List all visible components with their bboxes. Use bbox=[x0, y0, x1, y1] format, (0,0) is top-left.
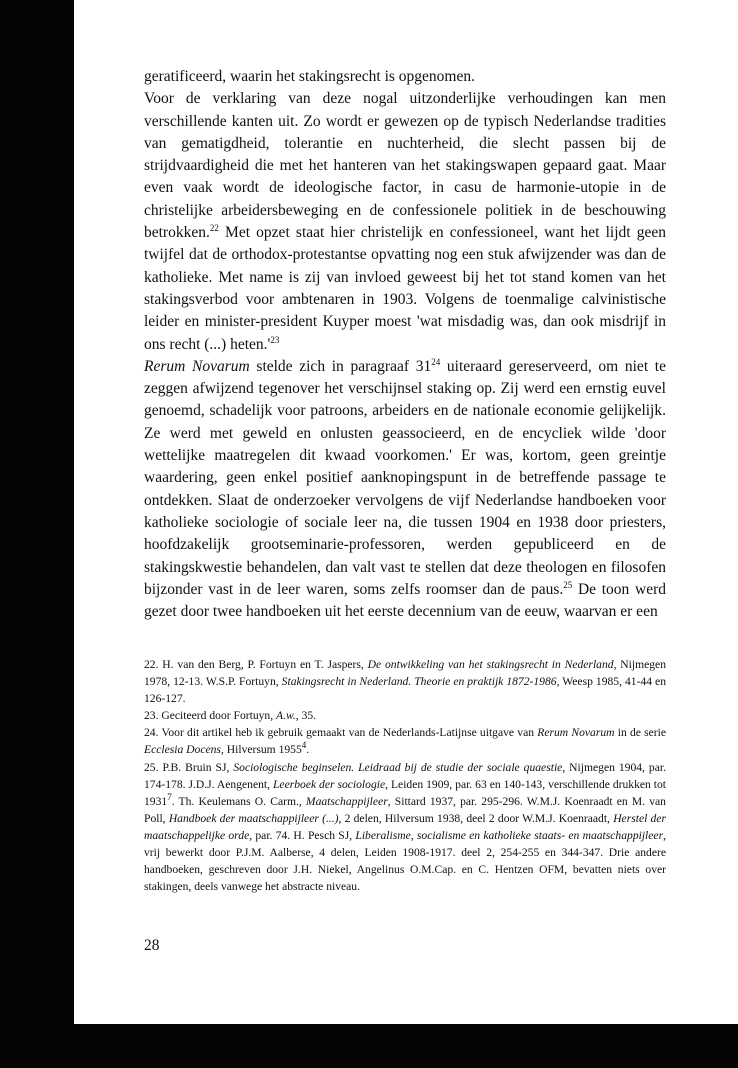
scan-border-left bbox=[0, 0, 74, 1068]
fn22-title-1: De ontwikkeling van het stakingsrecht in Nederland bbox=[367, 658, 614, 671]
paragraph-1-text: geratificeerd, waarin het stakingsrecht is opgenomen. bbox=[144, 68, 475, 85]
fn25-edition-sup: 7 bbox=[167, 791, 172, 802]
fn23-ref: A.w. bbox=[276, 709, 296, 723]
fn24-text-b: in de serie bbox=[614, 726, 667, 740]
fn25-text-f: , 2 delen, Hilversum 1938, deel 2 door W.M.J. Koenraadt, bbox=[338, 811, 614, 825]
paragraph-2-text-a: Voor de verklaring van deze nogal uitzonderlijke verhoudingen kan men verschillende kanten uit. Zo wordt er gewezen op de typisch Nederlandse tradities van gematigdheid, tolerantie en nuchterheid, die slecht passen bij de strijdvaardigheid die met het hanteren van het stakingswapen gepaard gaat. Maar even vaak wordt de ideologische factor, in casu de harmonie-utopie in de christelijke arbeidersbeweging en de confessionele politiek in de beschouwing betrokken. bbox=[144, 90, 666, 242]
footnote-25 bbox=[144, 759, 666, 896]
fn25-text-c: , Leiden 1909, par. 63 en 140-143, verschillende drukken tot 1931 bbox=[144, 777, 667, 808]
encyclical-title: Rerum Novarum bbox=[144, 357, 250, 375]
scan-border-bottom bbox=[0, 1024, 738, 1068]
fn22-title-2: Stakingsrecht in Nederland. Theorie en praktijk 1872-1986 bbox=[281, 675, 557, 689]
fn25-text-e: , Sittard 1937, par. 295-296. W.M.J. Koenraadt en M. van Poll, bbox=[144, 794, 666, 825]
fn25-text-h: , vrij bewerkt door P.J.M. Aalberse, 4 delen, Leiden 1908-1917. deel 2, 254-255 en 344-347. Drie andere handboeken, geschreven door J.H. Niekel, Angelinus O.M.Cap. en C. Hentzen OFM, bevatten niets over stakingen, deels vanwege het abstracte niveau. bbox=[144, 828, 666, 894]
footnote-ref-23: 23 bbox=[270, 334, 280, 345]
fn24-title-1: Rerum Novarum bbox=[537, 726, 615, 740]
page-number: 28 bbox=[144, 937, 160, 954]
fn22-text: 22. H. van den Berg, P. Fortuyn en T. Jaspers, bbox=[144, 658, 368, 671]
fn24-text-d: . bbox=[306, 743, 310, 757]
fn24-text-c: , Hilversum 1955 bbox=[220, 743, 302, 757]
main-text bbox=[144, 66, 666, 623]
fn24-title-2: Ecclesia Docens bbox=[144, 743, 221, 757]
fn25-text-d: . Th. Keulemans O. Carm., bbox=[171, 794, 306, 808]
fn24-text: 24. Voor dit artikel heb ik gebruik gemaakt van de Nederlands-Latijnse uitgave van bbox=[144, 726, 538, 740]
footnote-ref-22: 22 bbox=[209, 222, 219, 233]
fn22-text-c: , Weesp 1985, 41-44 en 126-127. bbox=[144, 675, 666, 706]
paragraph-2-text-b: Met opzet staat hier christelijk en confessioneel, want het lijdt geen twijfel dat de orthodox-protestantse opvatting nog een stuk afwijzender was dan de katholieke. Met name is zij van invloed geweest bij het tot stand komen van het stakingsverbod voor ambtenaren in 1903. Volgens de toenmalige calvinistische leider en minister-president Kuyper moest 'wat misdadig was, dan ook misdrijf in ons recht (...) heten.' bbox=[144, 224, 666, 353]
footnote-ref-24: 24 bbox=[431, 356, 441, 367]
fn23-text-b: , 35. bbox=[295, 709, 317, 723]
footnote-24 bbox=[144, 724, 666, 758]
fn25-text-g: , par. 74. H. Pesch SJ, bbox=[249, 828, 356, 842]
paragraph-2 bbox=[144, 88, 666, 356]
fn25-title-5: Herstel der maatschappelijke orde bbox=[144, 811, 666, 842]
paragraph-3-text-b: uiteraard gereserveerd, om niet te zeggen afwijzend tegenover het verschijnsel staking op. Zij werd een ernstig euvel genoemd, schadelijk voor patroons, arbeiders en de nationale economie gelijkelijk. Ze werd met geweld en onlusten geassocieerd, en de encycliek wilde 'door wettelijke maatregelen dit kwaad voorkomen.' Er was, kortom, geen greintje waardering, geen enkel positief aanknopingspunt in de betreffende passage te ontdekken. Slaat de onderzoeker vervolgens de vijf Nederlandse handboeken voor katholieke sociologie of sociale leer na, die tussen 1904 en 1938 door priesters, hoofdzakelijk grootseminarie-professoren, werden gepubliceerd en de stakingskwestie behandelen, dan valt vast te stellen dat deze theologen en filosofen bijzonder vast in de leer waren, soms zelfs roomser dan de paus. bbox=[144, 357, 666, 598]
fn25-text: 25. P.B. Bruin SJ, bbox=[144, 760, 234, 774]
fn25-title-3: Maatschappijleer bbox=[305, 794, 388, 808]
paragraph-3-text-a: stelde zich in paragraaf 31 bbox=[249, 357, 432, 375]
footnote-22 bbox=[144, 656, 666, 707]
fn25-title-2: Leerboek der sociologie bbox=[272, 777, 386, 791]
footnotes bbox=[144, 656, 666, 895]
fn24-edition-sup: 4 bbox=[301, 740, 307, 751]
paragraph-3 bbox=[144, 356, 666, 624]
footnote-23 bbox=[144, 707, 666, 724]
footnote-ref-25: 25 bbox=[563, 579, 573, 590]
fn25-text-b: , Nijmegen 1904, par. 174-178. J.D.J. Aengenent, bbox=[144, 760, 666, 791]
fn25-title-1: Sociologische beginselen. Leidraad bij de studie der sociale quaestie bbox=[233, 760, 563, 774]
fn22-text-b: , Nijmegen 1978, 12-13. W.S.P. Fortuyn, bbox=[144, 658, 666, 689]
paragraph-1 bbox=[144, 66, 666, 88]
fn23-text: 23. Geciteerd door Fortuyn, bbox=[144, 709, 277, 723]
paragraph-3-text-c: De toon werd gezet door twee handboeken uit het eerste decennium van de eeuw, waarvan er een bbox=[144, 580, 666, 621]
fn25-title-6: Liberalisme, socialisme en katholieke staats- en maatschappijleer bbox=[355, 828, 664, 842]
fn25-title-4: Handboek der maatschappijleer (...) bbox=[168, 811, 339, 825]
